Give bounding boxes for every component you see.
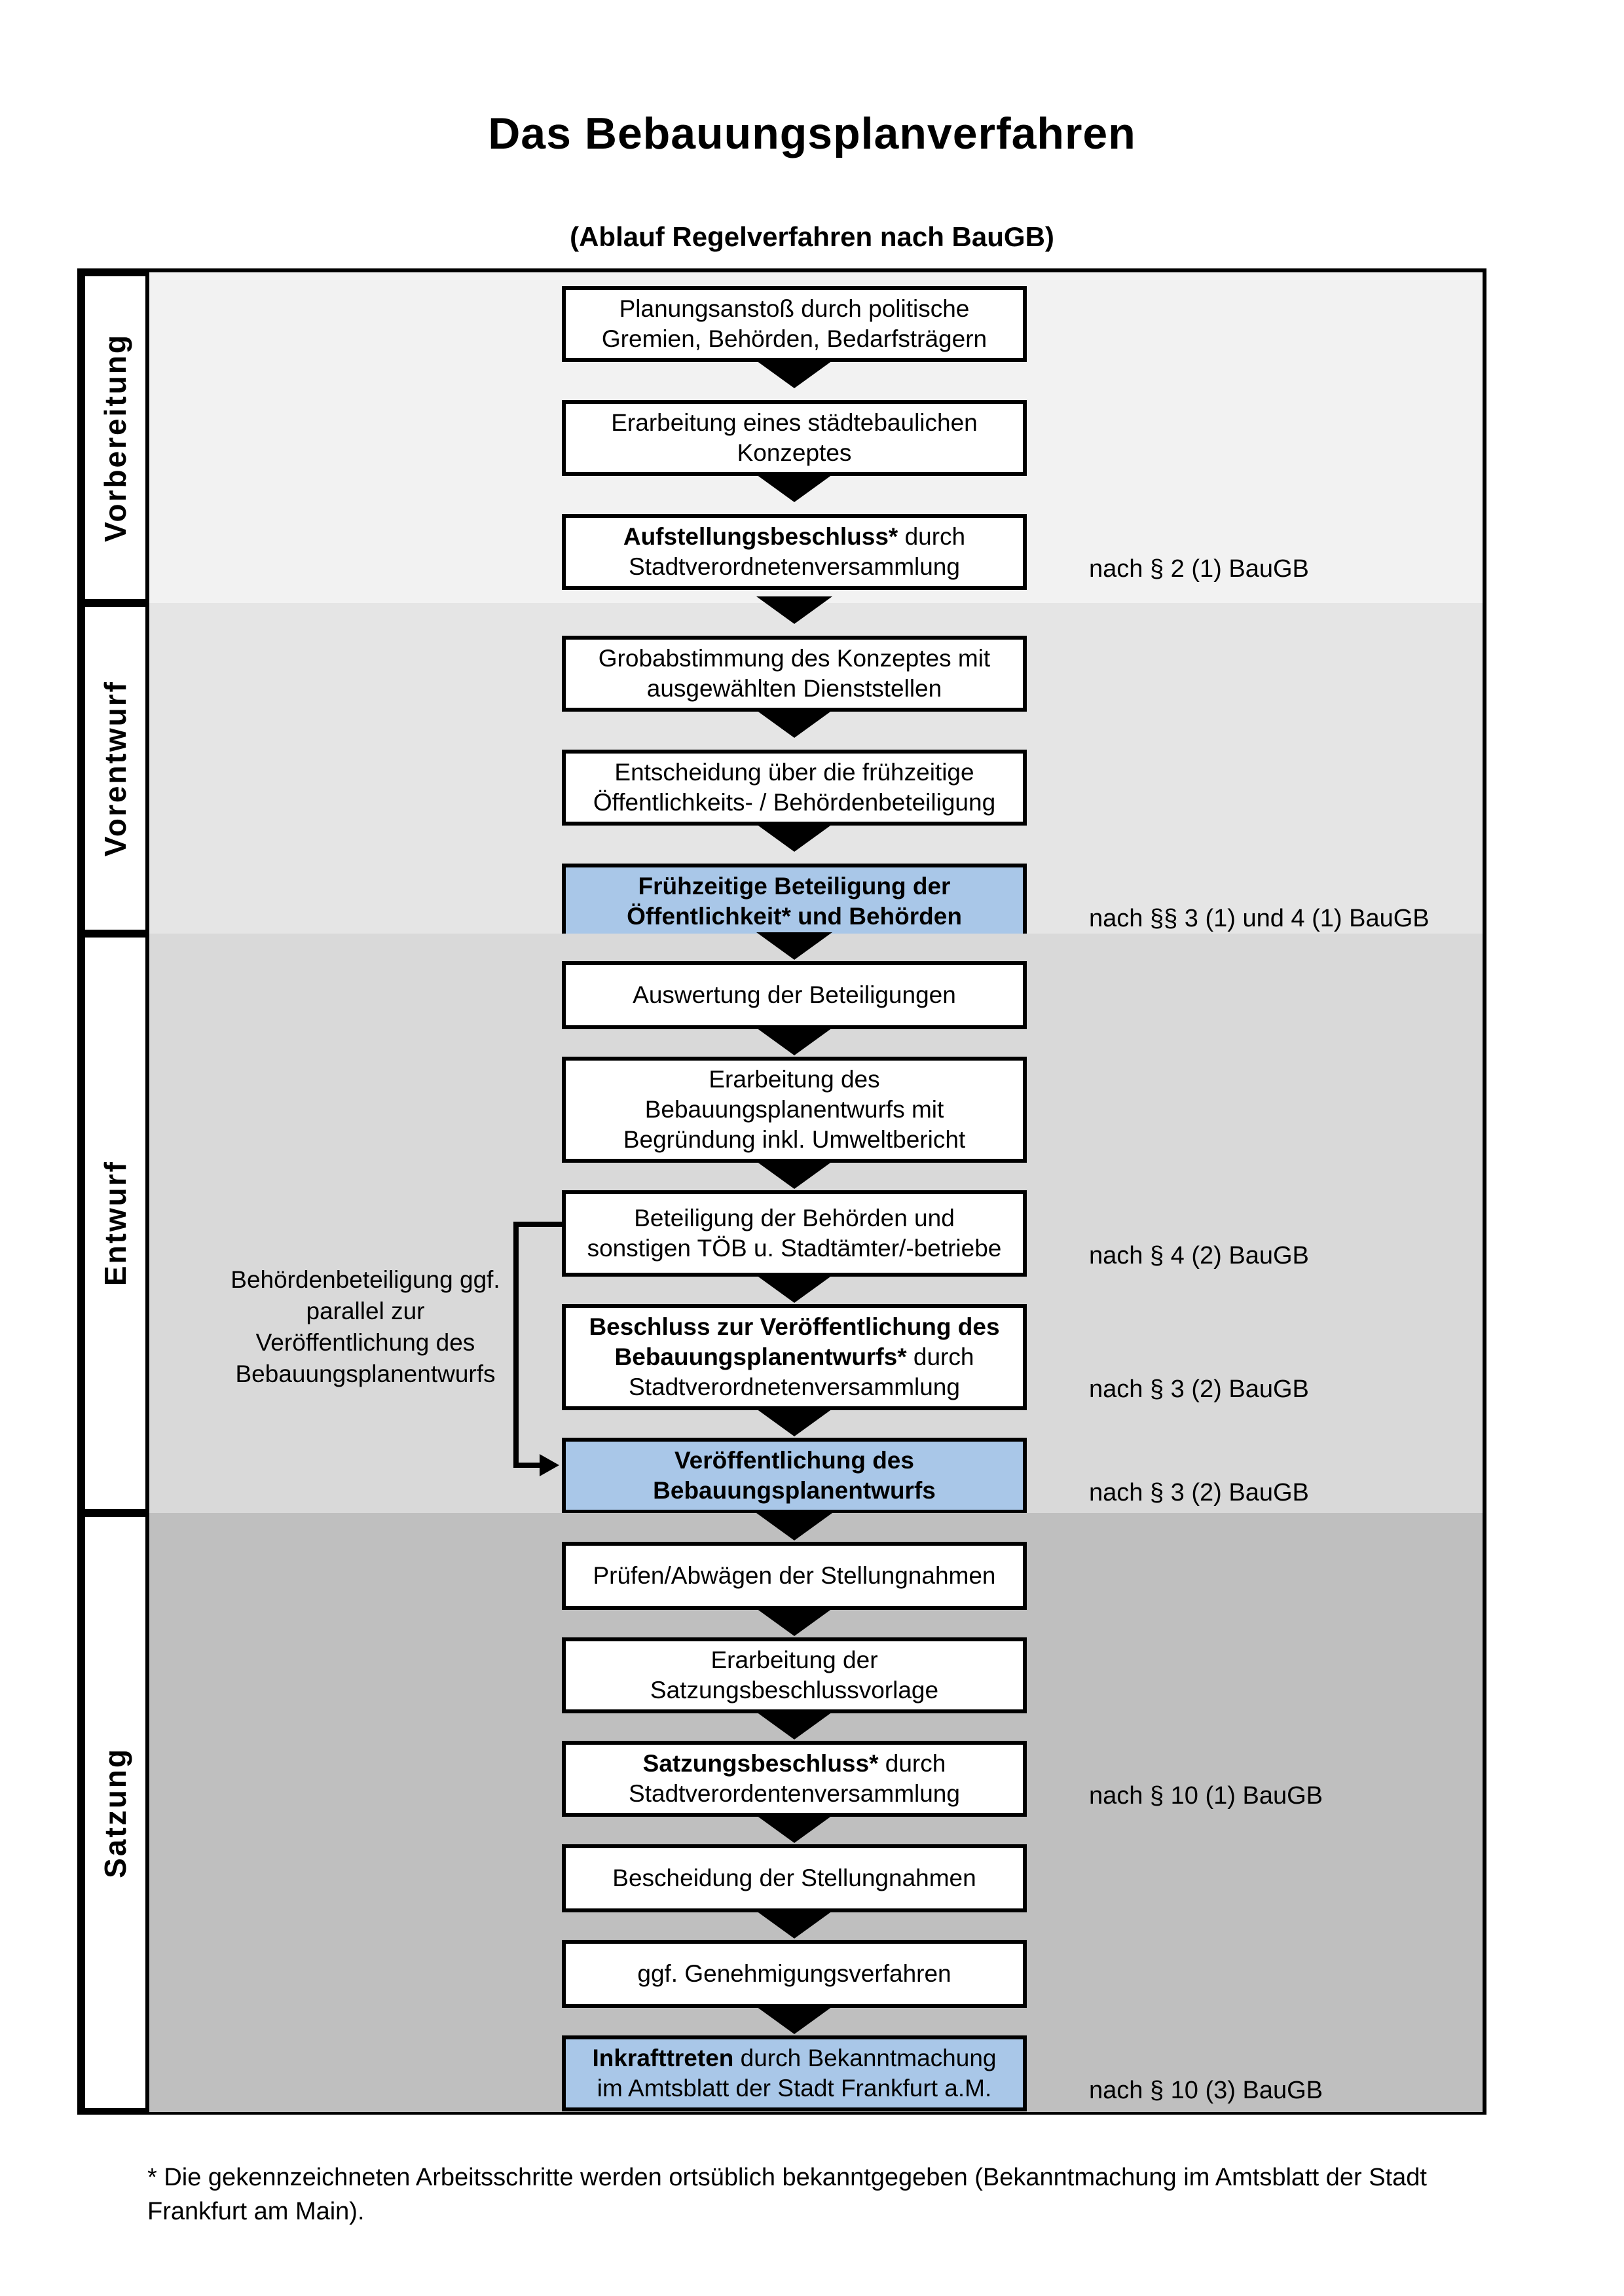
phase-row-entwurf <box>81 934 1483 1513</box>
phase-label-text: Satzung <box>98 1747 132 1878</box>
flow-arrow-row <box>149 826 1483 864</box>
down-arrow-icon <box>756 1275 832 1303</box>
process-box-bold-text: Frühzeitige Beteiligung der Öffentlichkeit* und Behörden <box>627 872 962 930</box>
down-arrow-icon <box>756 1409 832 1436</box>
law-reference: nach § 3 (2) BauGB <box>1089 1375 1309 1403</box>
phase-row-satzung <box>81 1513 1483 2112</box>
flow-step <box>149 961 1483 1029</box>
flow-arrow-row <box>149 1610 1483 1637</box>
flow-step <box>149 1542 1483 1610</box>
down-arrow-icon <box>756 596 832 624</box>
law-reference: nach § 10 (1) BauGB <box>1089 1781 1323 1810</box>
process-box-text: Prüfen/Abwägen der Stellungnahmen <box>593 1561 996 1589</box>
process-box-text: Planungsanstoß durch politische Gremien, Behörden, Bedarfsträgern <box>601 295 987 352</box>
process-box-highlighted <box>562 1438 1027 1514</box>
law-reference <box>1027 705 1483 712</box>
flow-arrow-row <box>149 1514 1483 1542</box>
phase-area-vorbereitung <box>149 272 1483 603</box>
law-reference <box>1027 1603 1483 1610</box>
flow-arrow-row <box>149 1912 1483 1940</box>
process-box-text: Beteiligung der Behörden und sonstigen TÖB u. Stadtämter/-betriebe <box>587 1204 1002 1262</box>
process-box <box>562 400 1027 476</box>
phase-row-vorentwurf <box>81 603 1483 934</box>
process-box-bold-text: Beschluss zur Veröffentlichung des Bebauungsplanentwurfs* <box>589 1313 1000 1370</box>
connector-right-arrow-icon <box>540 1454 559 1476</box>
connector-line <box>513 1222 519 1468</box>
flow-arrow-row <box>149 1817 1483 1844</box>
down-arrow-icon <box>756 710 832 738</box>
phase-label-satzung <box>81 1513 149 2112</box>
process-box-bold-text: Veröffentlichung des Bebauungsplanentwurfs <box>653 1446 936 1504</box>
flow-step <box>149 514 1483 590</box>
phase-label-vorentwurf <box>81 603 149 934</box>
process-box-text: Erarbeitung der Satzungsbeschlussvorlage <box>650 1646 939 1704</box>
process-box-highlighted <box>562 864 1027 939</box>
law-reference <box>1027 1023 1483 1029</box>
law-reference <box>1027 1707 1483 1713</box>
flow-step <box>149 636 1483 712</box>
law-reference <box>1027 1906 1483 1912</box>
flow-step <box>149 1940 1483 2008</box>
process-box-text: Entscheidung über die frühzeitige Öffentlichkeits- / Behördenbeteiligung <box>593 758 996 816</box>
process-box-text: Erarbeitung eines städtebaulichen Konzeptes <box>611 409 978 466</box>
footnote: * Die gekennzeichneten Arbeitsschritte werden ortsüblich bekanntgegeben (Bekanntmachung im Amtsblatt der Stadt Frankfurt am Main). <box>147 2164 1427 2225</box>
process-diagram-frame <box>77 268 1486 2115</box>
flow-step <box>149 864 1483 939</box>
phase-row-vorbereitung <box>81 272 1483 603</box>
process-box <box>562 636 1027 712</box>
law-reference <box>1027 355 1483 362</box>
law-reference: nach §§ 3 (1) und 4 (1) BauGB <box>1089 904 1430 932</box>
flow-step <box>149 400 1483 476</box>
flow-step <box>149 1844 1483 1912</box>
law-reference <box>1027 469 1483 476</box>
flow-arrow-row <box>149 362 1483 400</box>
down-arrow-icon <box>756 1513 832 1540</box>
phase-area-vorentwurf <box>149 603 1483 934</box>
down-arrow-icon <box>756 1911 832 1939</box>
process-box <box>562 1940 1027 2008</box>
flow-arrow-row <box>149 1029 1483 1057</box>
flow-step <box>149 2035 1483 2111</box>
phase-label-text: Entwurf <box>98 1160 132 1286</box>
process-box <box>562 961 1027 1029</box>
process-box-text: Bescheidung der Stellungnahmen <box>612 1864 976 1891</box>
flow-step <box>149 1057 1483 1163</box>
phase-label-vorbereitung <box>81 272 149 603</box>
law-reference <box>1027 2001 1483 2008</box>
process-box <box>562 750 1027 826</box>
down-arrow-icon <box>756 475 832 502</box>
flow-step <box>149 1741 1483 1817</box>
law-reference <box>1027 1156 1483 1163</box>
connector-line <box>513 1222 562 1227</box>
process-box-text: Erarbeitung des Bebauungsplanentwurfs mit Begründung inkl. Umweltbericht <box>623 1065 966 1153</box>
down-arrow-icon <box>756 2007 832 2034</box>
process-box <box>562 1190 1027 1277</box>
process-box-text: Auswertung der Beteiligungen <box>633 981 956 1008</box>
flow-step <box>149 1190 1483 1277</box>
flow-arrow-row <box>149 1163 1483 1190</box>
process-box-highlighted <box>562 2035 1027 2111</box>
law-reference <box>1027 819 1483 826</box>
down-arrow-icon <box>756 1815 832 1843</box>
flow-arrow-row <box>149 1410 1483 1438</box>
side-note-parallel-participation: Behördenbeteiligung ggf. parallel zur Veröffentlichung des Bebauungsplanentwurfs <box>231 1266 500 1387</box>
down-arrow-icon <box>756 1712 832 1740</box>
down-arrow-icon <box>756 1161 832 1189</box>
process-box-bold-text: Aufstellungsbeschluss* <box>623 522 898 550</box>
process-box <box>562 514 1027 590</box>
flow-step <box>149 286 1483 362</box>
down-arrow-icon <box>756 1028 832 1055</box>
law-reference: nach § 4 (2) BauGB <box>1089 1241 1309 1269</box>
process-box-text: ggf. Genehmigungsverfahren <box>637 1959 951 1987</box>
flow-arrow-row <box>149 934 1483 961</box>
process-box <box>562 1542 1027 1610</box>
process-box-text: durch Stadtverordnetenversammlung <box>629 1343 974 1400</box>
process-box <box>562 1637 1027 1713</box>
flow-arrow-row <box>149 476 1483 514</box>
process-box <box>562 286 1027 362</box>
flow-arrow-row <box>149 2008 1483 2035</box>
process-box-bold-text: Satzungsbeschluss* <box>642 1749 879 1777</box>
page-subtitle: (Ablauf Regelverfahren nach BauGB) <box>570 221 1054 252</box>
page-title: Das Bebauungsplanverfahren <box>488 109 1136 158</box>
phase-area-entwurf <box>149 934 1483 1513</box>
phase-label-text: Vorentwurf <box>98 680 132 857</box>
down-arrow-icon <box>756 361 832 388</box>
process-box-text: Grobabstimmung des Konzeptes mit ausgewählten Dienststellen <box>598 644 991 702</box>
process-box-bold-text: Inkrafttreten <box>592 2044 734 2071</box>
down-arrow-icon <box>756 824 832 852</box>
process-box <box>562 1057 1027 1163</box>
down-arrow-icon <box>756 1609 832 1636</box>
flow-arrow-row <box>149 1713 1483 1741</box>
law-reference: nach § 2 (1) BauGB <box>1089 555 1309 583</box>
process-box <box>562 1844 1027 1912</box>
phase-area-satzung <box>149 1513 1483 2112</box>
phase-label-text: Vorbereitung <box>98 333 132 542</box>
flow-step <box>149 750 1483 826</box>
flow-step <box>149 1637 1483 1713</box>
phase-label-entwurf <box>81 934 149 1513</box>
law-reference: nach § 10 (3) BauGB <box>1089 2076 1323 2104</box>
flow-arrow-row <box>149 598 1483 636</box>
process-box-text: durch Stadtverordentenversammlung <box>629 1749 960 1807</box>
process-box-text: durch Bekanntmachung im Amtsblatt der Stadt Frankfurt a.M. <box>597 2044 997 2102</box>
process-box-text: durch Stadtverordnetenversammlung <box>629 522 966 580</box>
flow-arrow-row <box>149 712 1483 750</box>
law-reference: nach § 3 (2) BauGB <box>1089 1478 1309 1506</box>
flow-step <box>149 1438 1483 1514</box>
down-arrow-icon <box>756 932 832 960</box>
process-box <box>562 1304 1027 1410</box>
process-box <box>562 1741 1027 1817</box>
